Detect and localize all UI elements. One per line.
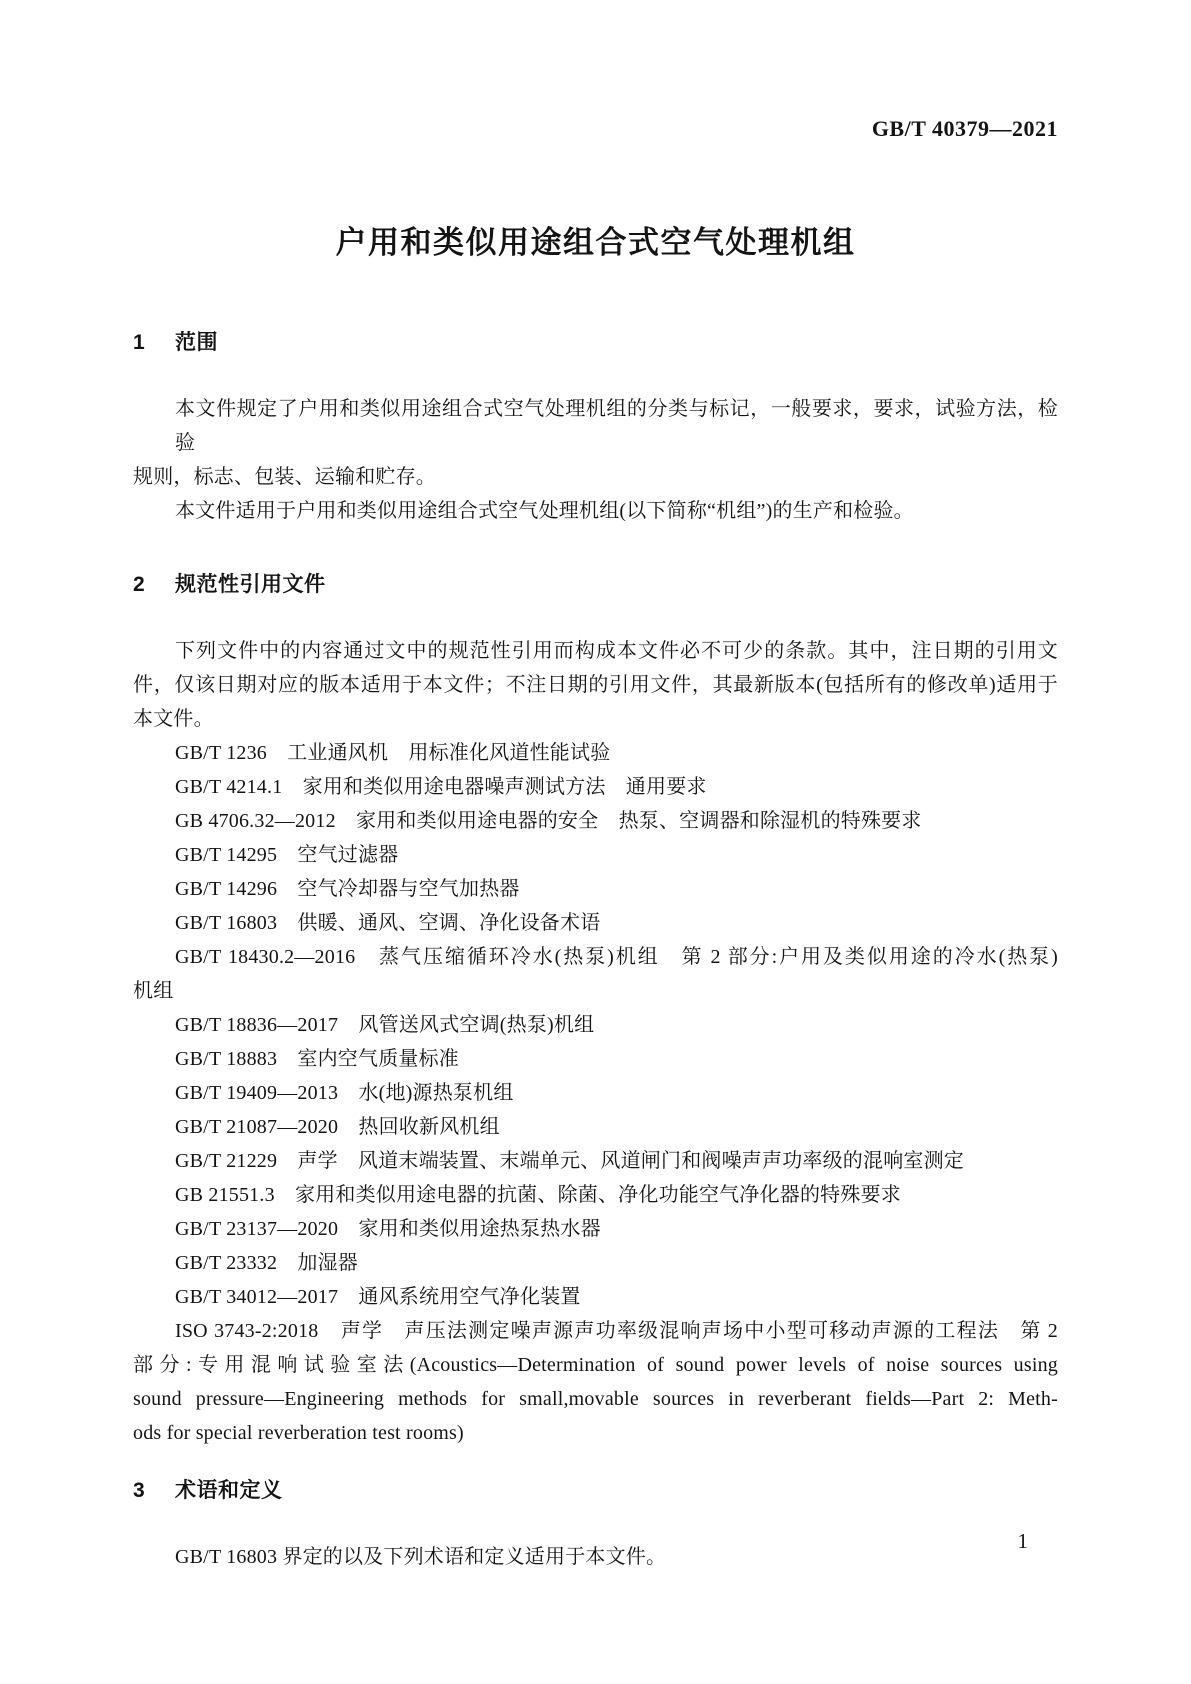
body-line: GB 4706.32—2012 家用和类似用途电器的安全 热泵、空调器和除湿机的特殊要求: [175, 810, 922, 832]
section-heading: [133, 572, 1058, 598]
paragraph: [133, 1076, 1058, 1110]
body-line: GB/T 18836—2017 风管送风式空调(热泵)机组: [175, 1014, 595, 1036]
body-line: GB/T 18883 室内空气质量标准: [175, 1048, 459, 1070]
paragraph: [133, 872, 1058, 906]
section-heading: [133, 1478, 1058, 1504]
body-line: 规则，标志、包装、运输和贮存。: [133, 466, 436, 488]
body-line: GB/T 1236 工业通风机 用标准化风道性能试验: [175, 742, 611, 764]
standard-code: GB/T 40379—2021: [871, 116, 1058, 141]
section-title: 术语和定义: [175, 1479, 283, 1502]
doc-section: [133, 572, 1058, 1450]
paragraph: [133, 1110, 1058, 1144]
body-line: 本文件。: [133, 708, 214, 730]
paragraph: [133, 736, 1058, 770]
body-line: GB/T 23332 加湿器: [175, 1252, 358, 1274]
body-line: 件，仅该日期对应的版本适用于本文件；不注日期的引用文件，其最新版本(包括所有的修改单)适用于: [133, 674, 1058, 696]
document-title: 户用和类似用途组合式空气处理机组: [335, 225, 856, 260]
body-line: 本文件适用于户用和类似用途组合式空气处理机组(以下简称“机组”)的生产和检验。: [175, 500, 914, 522]
paragraph: [133, 770, 1058, 804]
body-line: GB/T 18430.2—2016 蒸气压缩循环冷水(热泵)机组 第 2 部分:户用及类似用途的冷水(热泵): [175, 946, 1058, 968]
body-line: GB/T 14296 空气冷却器与空气加热器: [175, 878, 520, 900]
section-heading: [133, 330, 1058, 356]
paragraph: [133, 392, 1058, 494]
paragraph: [133, 838, 1058, 872]
body-line: 本文件规定了户用和类似用途组合式空气处理机组的分类与标记，一般要求，要求，试验方法，检验: [175, 398, 1058, 454]
paragraph: [133, 906, 1058, 940]
body-line: GB/T 4214.1 家用和类似用途电器噪声测试方法 通用要求: [175, 776, 707, 798]
page-number: 1: [1017, 1529, 1028, 1553]
paragraph: [133, 1212, 1058, 1246]
body-line: GB/T 23137—2020 家用和类似用途热泵热水器: [175, 1218, 601, 1240]
body-line: ISO 3743-2:2018 声学 声压法测定噪声源声功率级混响声场中小型可移动声源的工程法 第 2: [175, 1320, 1058, 1342]
body-line: GB/T 34012—2017 通风系统用空气净化装置: [175, 1286, 581, 1308]
body-line: GB/T 19409—2013 水(地)源热泵机组: [175, 1082, 514, 1104]
paragraph: [133, 1178, 1058, 1212]
section-number: 3: [133, 1479, 146, 1502]
body-line: ods for special reverberation test rooms): [133, 1422, 464, 1444]
paragraph: [133, 1008, 1058, 1042]
body-line: 下列文件中的内容通过文中的规范性引用而构成本文件必不可少的条款。其中，注日期的引用文: [175, 640, 1058, 662]
section-title: 范围: [175, 331, 218, 354]
paragraph: [133, 804, 1058, 838]
section-number: 2: [133, 573, 146, 596]
doc-section: [133, 330, 1058, 528]
paragraph: [133, 1246, 1058, 1280]
paragraph: [133, 634, 1058, 736]
body-line: GB/T 14295 空气过滤器: [175, 844, 399, 866]
paragraph: [133, 494, 1058, 528]
paragraph: [133, 940, 1058, 1008]
paragraph: [133, 1042, 1058, 1076]
body-line: GB/T 21087—2020 热回收新风机组: [175, 1116, 500, 1138]
section-title: 规范性引用文件: [175, 573, 326, 596]
doc-section: [133, 1478, 1058, 1574]
body-line: GB/T 16803 供暖、通风、空调、净化设备术语: [175, 912, 601, 934]
paragraph: [133, 1540, 1058, 1574]
paragraph: [133, 1314, 1058, 1450]
paragraph: [133, 1280, 1058, 1314]
paragraph: [133, 1144, 1058, 1178]
document-body: [133, 286, 1058, 1574]
body-line: sound pressure—Engineering methods for small,movable sources in reverberant fields—Part 2: Meth-: [133, 1388, 1058, 1410]
body-line: 机组: [133, 980, 174, 1002]
body-line: GB/T 16803 界定的以及下列术语和定义适用于本文件。: [175, 1546, 667, 1568]
body-line: GB/T 21229 声学 风道末端装置、末端单元、风道闸门和阀噪声声功率级的混响室测定: [175, 1150, 964, 1172]
section-number: 1: [133, 331, 146, 354]
body-line: GB 21551.3 家用和类似用途电器的抗菌、除菌、净化功能空气净化器的特殊要求: [175, 1184, 901, 1206]
body-line: 部分:专用混响试验室法(Acoustics—Determination of sound power levels of noise sources using: [133, 1354, 1058, 1376]
